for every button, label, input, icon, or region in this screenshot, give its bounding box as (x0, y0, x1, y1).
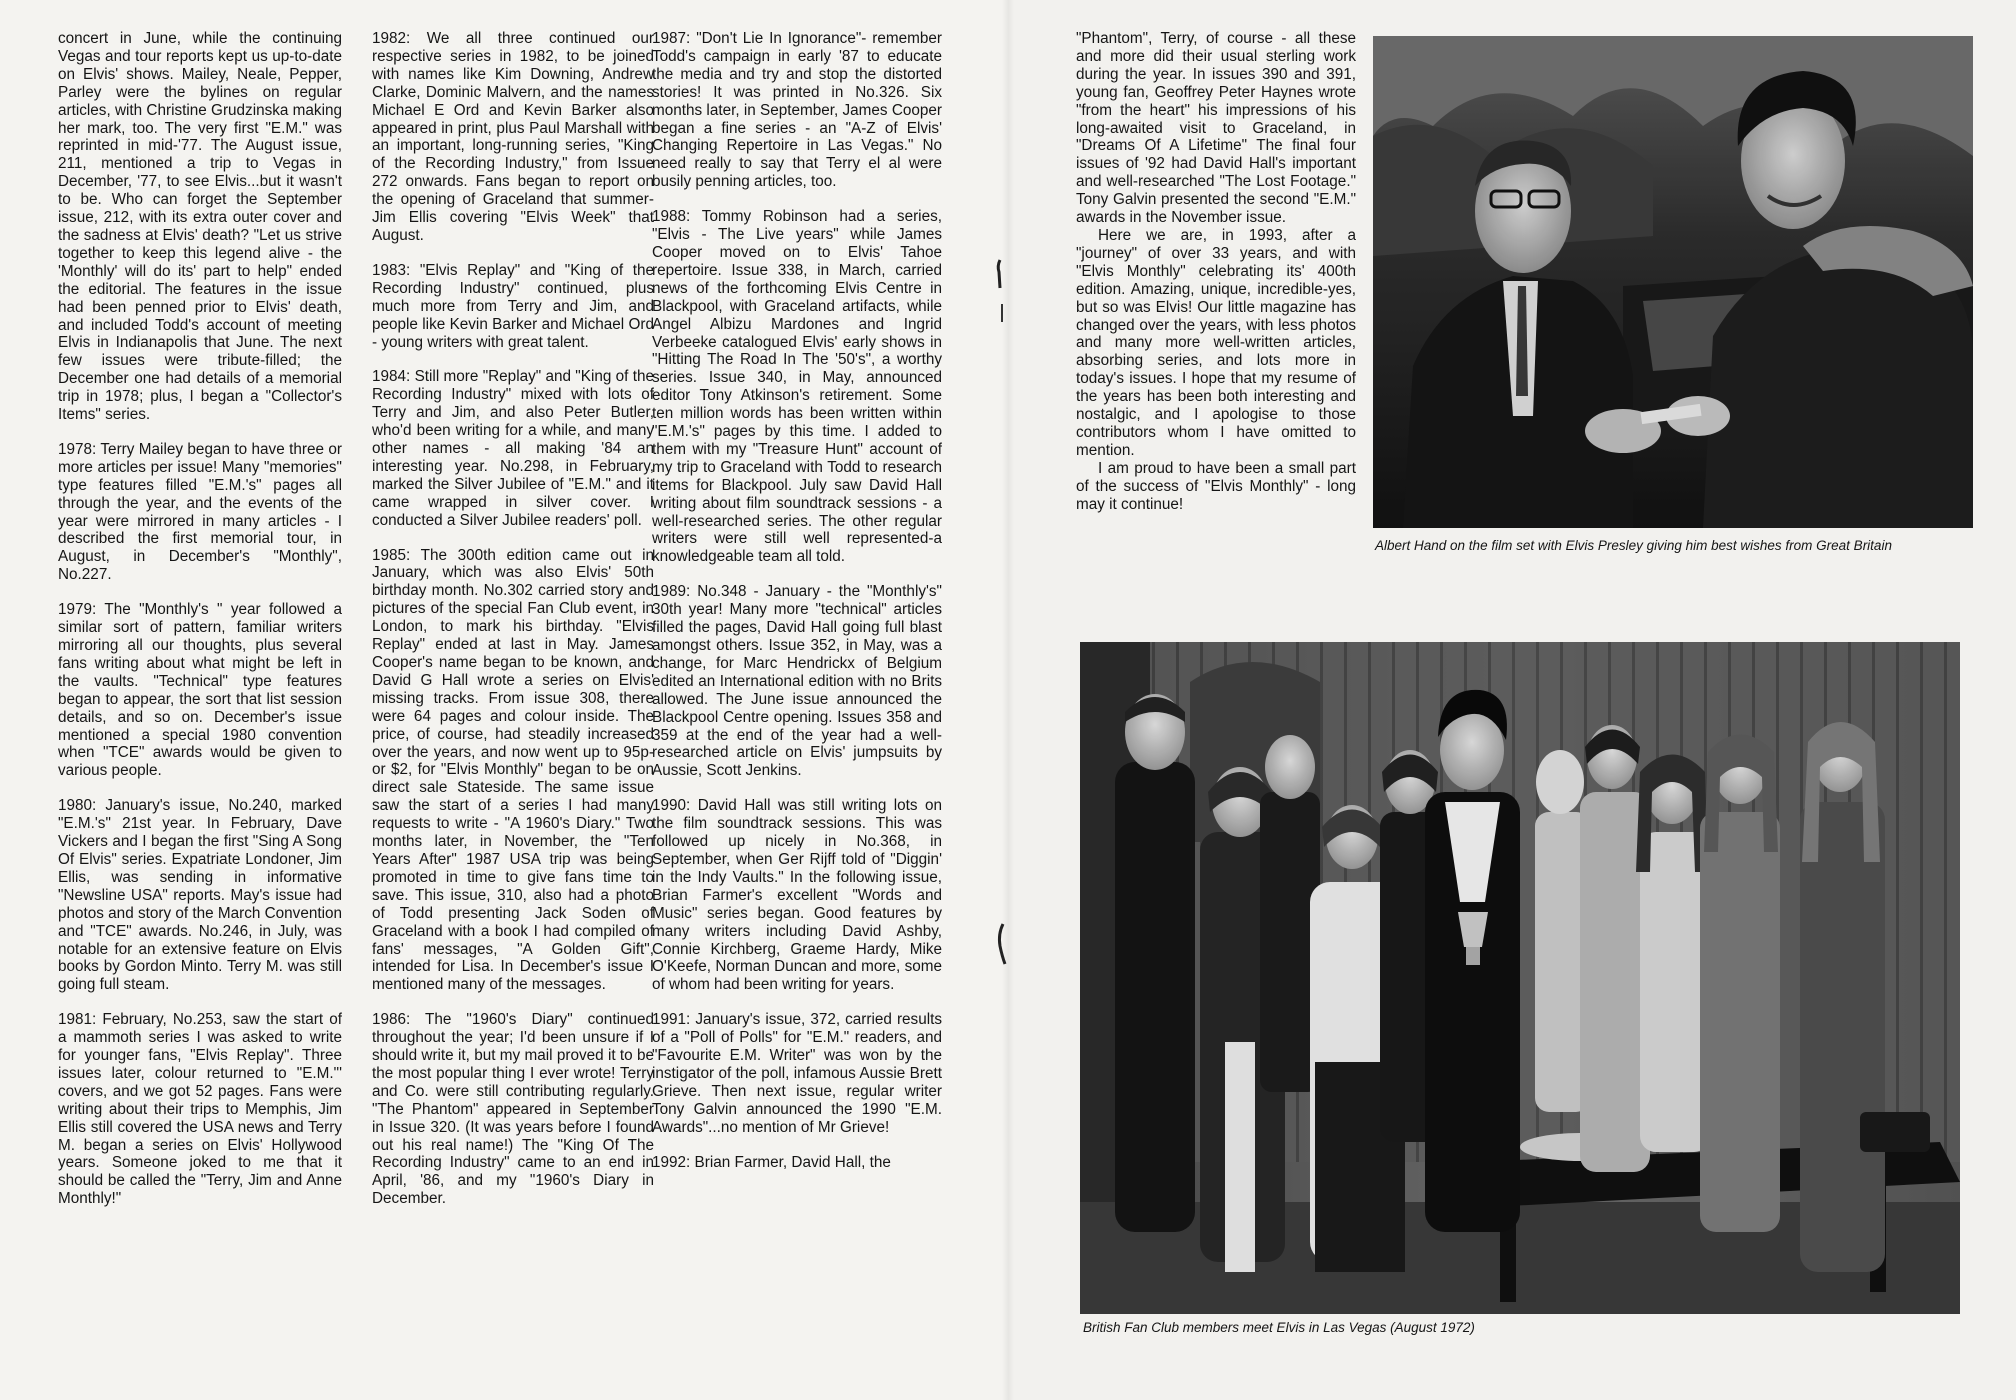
paragraph: 1990: David Hall was still writing lots on the film soundtrack sessions. This was followed up nicely in No.368, in September, when Ger Rijff told of "Diggin' in the Indy Vaults." In the following issue, Brian Farmer's excellent "Words and Music" series began. Good features by many writers including David Ashby, Connie Kirchberg, Graeme Hardy, Mike O'Keefe, Norman Duncan and more, some of whom had been writing for years. (652, 797, 942, 994)
paragraph: 1980: January's issue, No.240, marked "E.M.'s" 21st year. In February, Dave Vickers and I began the first "Sing A Song Of Elvis" series. Expatriate Londoner, Jim Ellis, was sending in informative "Newsline USA" reports. May's issue had photos and story of the March Convention and "TCE" awards. No.246, in July, was notable for an extensive feature on Elvis books by Gordon Minto. Terry M. was still going full steam. (58, 797, 342, 994)
page-gutter (1002, 0, 1014, 1400)
paragraph: 1979: The "Monthly's " year followed a similar sort of pattern, familiar writers mirroring all our thoughts, plus several fans writing about what might be left in the vaults. "Technical" type features began to appear, the sort that list session details, and so on. December's issue mentioned a special 1980 convention when "TCE" awards would be given to various people. (58, 601, 342, 780)
paragraph: 1989: No.348 - January - the "Monthly's" 30th year! Many more "technical" articles filled the pages, David Hall going full blast amongst others. Issue 352, in May, was a change, for Marc Hendrickx of Belgium edited an International edition with no Brits allowed. The June issue announced the Blackpool Centre opening. Issues 358 and 359 at the end of the year had a well-researched article on Elvis' jumpsuits by Aussie, Scott Jenkins. (652, 583, 942, 780)
paragraph: 1985: The 300th edition came out in January, which was also Elvis' 50th birthday month. No.302 carried story and pictures of the special Fan Club event, in London, to mark his birthday. "Elvis Replay" ended at last in May. James Cooper's name began to be known, and David G Hall wrote a series on Elvis' missing tracks. From issue 308, there were 64 pages and colour inside. The price, of course, had steadily increased over the years, and now went up to 95p- or $2, for "Elvis Monthly" began to be on direct sale Stateside. The same issue saw the start of a series I had many requests to write - "A 1960's Diary." Two months later, in November, the "Ten Years After" 1987 USA trip was being promoted in time to give fans time to save. This issue, 310, also had a photo of Todd presenting Jack Soden of Graceland with a book I had compiled of fans' messages, "A Golden Gift", intended for Lisa. In December's issue I mentioned many of the messages. (372, 546, 654, 994)
photo-fan-club-group (1080, 642, 1960, 1314)
text-column-3 (652, 30, 942, 1370)
text-column-1 (58, 30, 342, 1370)
paragraph: "Phantom", Terry, of course - all these and more did their usual sterling work during the year. In issues 390 and 391, young fan, Geoffrey Peter Haynes wrote "from the heart" his impressions of his long-awaited visit to Graceland, in "Dreams Of A Lifetime" The final four issues of '92 had David Hall's important and well-researched "The Lost Footage." Tony Galvin presented the second "E.M." awards in the November issue. (1076, 30, 1356, 227)
paragraph: 1984: Still more "Replay" and "King of the Recording Industry" mixed with lots of Terry and Jim, and also Peter Butler, who'd been writing for a while, and many other names - all making '84 an interesting year. No.298, in February, marked the Silver Jubilee of "E.M." and it came wrapped in silver cover. I conducted a Silver Jubilee readers' poll. (372, 368, 654, 529)
paragraph: 1992: Brian Farmer, David Hall, the (652, 1153, 891, 1171)
paragraph: concert in June, while the continuing Vegas and tour reports kept us up-to-date on Elvis' shows. Mailey, Neale, Pepper, Parley were the bylines on regular articles, with Christine Grudzinska making her mark, too. The very first "E.M." was reprinted in mid-'77. The August issue, 211, mentioned a trip to Vegas in December, '77, to see Elvis...but it wasn't to be. Who can forget the September issue, 212, with its extra outer cover and the sadness at Elvis' death? "Let us strive together to keep this legend alive - the 'Monthly' will do its' part to help" ended the editorial. The features in the issue had been penned prior to Elvis' death, and included Todd's account of meeting Elvis in Indianapolis that June. The next few issues were tribute-filled; the December one had details of a memorial trip in 1978; plus, I began a "Collector's Items" series. (58, 30, 342, 424)
paragraph: 1988: Tommy Robinson had a series, "Elvis - The Live years" while James Cooper moved on to Elvis' Tahoe repertoire. Issue 338, in March, carried news of the forthcoming Elvis Centre in Blackpool, with Graceland artifacts, while Angel Albizu Mardones and Ingrid Verbeeke catalogued Elvis' early shows in "Hitting The Road In The '50's", a worthy series. Issue 340, in May, announced editor Tony Atkinson's retirement. Some ten million words has been written within "E.M.'s" pages by this time. I added to them with my "Treasure Hunt" account of my trip to Graceland with Todd to research items for Blackpool. July saw David Hall writing about film soundtrack sessions - a well-researched series. The other regular writers were still well represented-a knowledgeable team all told. (652, 208, 942, 566)
staple-top (994, 258, 1010, 328)
paragraph: Here we are, in 1993, after a "journey" of over 33 years, and with "Elvis Monthly" celebrating its' 400th edition. Amazing, unique, incredible-yes, but so was Elvis! Our little magazine has changed over the years, with less photos and many more well-written articles, absorbing series, and lots more in today's issues. I hope that my resume of the years has been both interesting and nostalgic, and I apologise to those contributors whom I have omitted to mention. (1076, 226, 1356, 459)
paragraph: 1982: We all three continued our respective series in 1982, to be joined with names like Kim Downing, Andrew Clarke, Dominic Malvern, and the names Michael E Ord and Kevin Barker also appeared in print, plus Paul Marshall with an important, long-running series, "King of the Recording Industry," from Issue 272 onwards. Fans began to report on the opening of Graceland that summer-Jim Ellis covering "Elvis Week" that August. (372, 30, 654, 244)
paragraph: 1978: Terry Mailey began to have three or more articles per issue! Many "memories" type features filled "E.M.'s" pages all through the year, and the events of the year were mirrored in many articles - I described the first memorial tour, in August, in December's "Monthly", No.227. (58, 440, 342, 584)
paragraph: 1986: The "1960's Diary" continued throughout the year; I'd been unsure if I should write it, but my mail proved it to be the most popular thing I ever wrote! Terry and Co. were still contributing regularly. "The Phantom" appeared in September in Issue 320. (It was years before I found out his real name!) The "King Of The Recording Industry" came to an end in April, '86, and my "1960's Diary in December. (372, 1011, 654, 1208)
photo1-caption: Albert Hand on the film set with Elvis Presley giving him best wishes from Great Britain (1375, 538, 1892, 553)
paragraph: 1991: January's issue, 372, carried results of a "Poll of Polls" for "E.M." readers, and "Favourite E.M. Writer" was won by the instigator of the poll, infamous Aussie Brett Grieve. Then next issue, regular writer Tony Galvin announced the 1990 "E.M. Awards"...no mention of Mr Grieve! (652, 1011, 942, 1136)
paragraph: 1981: February, No.253, saw the start of a mammoth series I was asked to write for younger fans, "Elvis Replay". Three issues later, colour returned to "E.M."' covers, and we got 52 pages. Fans were writing about their trips to Memphis, Jim Ellis still covered the USA news and Terry M. began a series on Elvis' Hollywood years. Someone joked to me that it should be called the "Terry, Jim and Anne Monthly!" (58, 1011, 342, 1208)
photo-albert-hand-elvis (1373, 36, 1973, 528)
paragraph: I am proud to have been a small part of the success of "Elvis Monthly" - long may it continue! (1076, 459, 1356, 513)
paragraph: 1983: "Elvis Replay" and "King of the Recording Industry" continued, plus much more from Terry and Jim, and people like Kevin Barker and Michael Ord - young writers with great talent. (372, 261, 654, 351)
paragraph: 1987: "Don't Lie In Ignorance"- remember Todd's campaign in early '87 to educate the media and try and stop the distorted stories! It was printed in No.326. Six months later, in September, James Cooper began a fine series - an "A-Z of Elvis' Changing Repertoire in Las Vegas." No need really to say that Terry el al were busily penning articles, too. (652, 30, 942, 191)
photo2-caption: British Fan Club members meet Elvis in Las Vegas (August 1972) (1083, 1320, 1475, 1335)
staple-bottom (994, 920, 1010, 970)
text-column-2 (372, 30, 654, 1370)
text-column-4 (1076, 30, 1356, 550)
